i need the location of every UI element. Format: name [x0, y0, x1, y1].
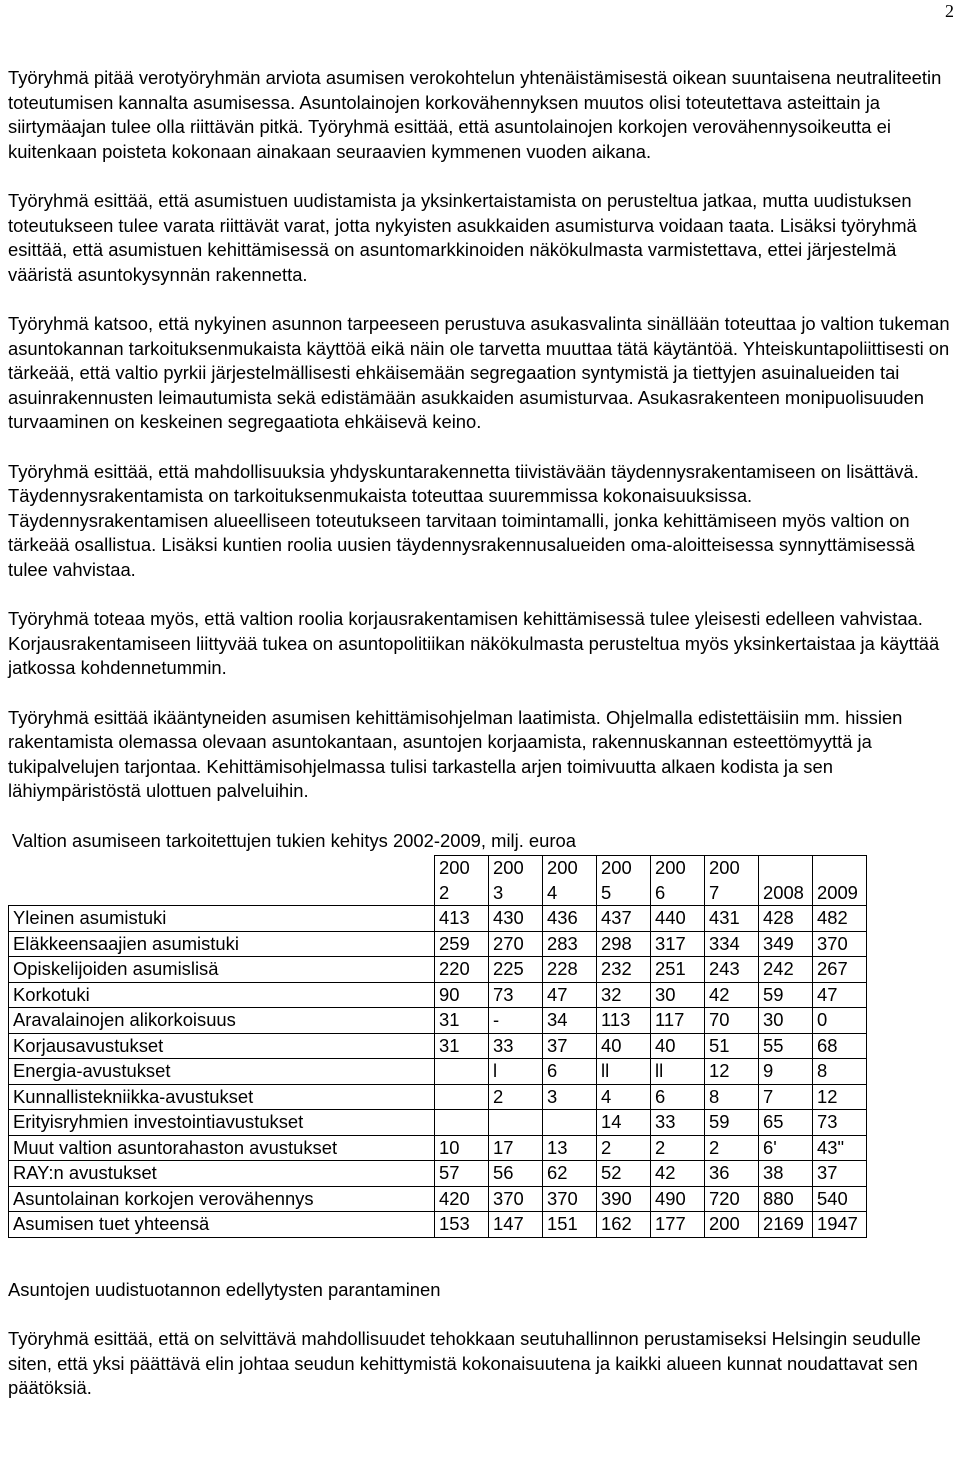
- table-row: [9, 1084, 867, 1110]
- table-cell: 436: [543, 906, 597, 932]
- year-header-part: 2009: [817, 881, 858, 903]
- table-cell: 6': [759, 1135, 813, 1161]
- table-cell: 14: [597, 1110, 651, 1136]
- table-cell: 10: [435, 1135, 489, 1161]
- table-cell: 57: [435, 1161, 489, 1187]
- table-cell: 430: [489, 906, 543, 932]
- table-header-corner: [9, 856, 435, 906]
- table-cell: 7: [759, 1084, 813, 1110]
- table-cell: 30: [759, 1008, 813, 1034]
- table-cell: [489, 1110, 543, 1136]
- year-header-part: 3: [493, 881, 504, 903]
- table-cell: 3: [543, 1084, 597, 1110]
- row-label: RAY:n avustukset: [9, 1161, 435, 1187]
- table-cell: 2: [651, 1135, 705, 1161]
- table-cell: 34: [543, 1008, 597, 1034]
- paragraph-renovation: Työryhmä toteaa myös, että valtion roolia korjausrakentamisen kehittämisessä tulee yleisesti edelleen vahvistaa. Korjausrakentamiseen liittyvää tukea on asuntopolitiikan näkökulmasta perusteltua myös yksinkertaistaa ja käyttää jatkossa kohdennetummin.: [8, 608, 940, 678]
- table-year-header: [759, 856, 813, 906]
- table-cell: 47: [813, 982, 867, 1008]
- paragraph-resident-selection: Työryhmä katsoo, että nykyinen asunnon tarpeeseen perustuva asukasvalinta sinällään toteuttaa jo valtion tukeman asuntokannan tarkoituksenmukaista käyttöä eikä näin ole tarvetta muuttaa tätä käytäntöä. Yhteiskuntapoliittisesti on tärkeää, että valtio pyrkii järjestelmällisesti ehkäisemään segregaation syntymistä ja tiettyjen asuinalueiden tai asuinrakennusten leimautumista sekä edistämään asukkaiden asumisturvaa. Asukasrakenteen monipuolisuuden turvaaminen on keskeinen segregaatiota ehkäisevä keino.: [8, 313, 950, 432]
- table-cell: 56: [489, 1161, 543, 1187]
- table-row: [9, 1059, 867, 1085]
- table-cell: 270: [489, 931, 543, 957]
- year-header-part: 200: [439, 857, 470, 878]
- table-year-header: [543, 856, 597, 906]
- table-row: [9, 957, 867, 983]
- table-year-header: [489, 856, 543, 906]
- paragraph-infill-construction: Työryhmä esittää, että mahdollisuuksia yhdyskuntarakennetta tiivistävään täydennysrakentamiseen on lisättävä. Täydennysrakentamista on tarkoituksenmukaista toteuttaa suuremmissa kokonaisuuksissa. Täydennysrakentamisen alueelliseen toteutukseen tarvitaan toimintamalli, jonka kehittämiseen myös valtion on tärkeää osallistua. Lisäksi kuntien roolia uusien täydennysrakennusalueiden oma-aloitteisessa synnyttämisessä tulee vahvistaa.: [8, 460, 919, 580]
- table-cell: 73: [489, 982, 543, 1008]
- page-number: 2: [945, 1, 954, 21]
- table-cell: 31: [435, 1008, 489, 1034]
- table-cell: 8: [705, 1084, 759, 1110]
- year-header-part: [817, 856, 862, 881]
- table-cell: 33: [651, 1110, 705, 1136]
- table-row: [9, 1008, 867, 1034]
- table-cell: 12: [705, 1059, 759, 1085]
- table-cell: 2: [489, 1084, 543, 1110]
- table-cell: 32: [597, 982, 651, 1008]
- table-cell: 4: [597, 1084, 651, 1110]
- table-row: [9, 982, 867, 1008]
- table-cell: 65: [759, 1110, 813, 1136]
- year-header-part: 2008: [763, 881, 804, 903]
- year-header-part: 200: [601, 857, 632, 878]
- table-row: [9, 931, 867, 957]
- table-year-header: [651, 856, 705, 906]
- table-cell: 6: [651, 1084, 705, 1110]
- table-cell: [435, 1084, 489, 1110]
- year-header-part: 200: [547, 857, 578, 878]
- table-cell: [435, 1059, 489, 1085]
- table-cell: 349: [759, 931, 813, 957]
- table-cell: -: [489, 1008, 543, 1034]
- table-cell: 283: [543, 931, 597, 957]
- table-year-header: [597, 856, 651, 906]
- table-cell: 2169: [759, 1212, 813, 1238]
- table-cell: 482: [813, 906, 867, 932]
- table-cell: l: [489, 1059, 543, 1085]
- table-cell: 251: [651, 957, 705, 983]
- table-cell: 428: [759, 906, 813, 932]
- table-cell: 55: [759, 1033, 813, 1059]
- table-row: [9, 1186, 867, 1212]
- table-header-row: [9, 856, 867, 906]
- table-cell: 62: [543, 1161, 597, 1187]
- table-cell: 153: [435, 1212, 489, 1238]
- paragraph-tax: Työryhmä pitää verotyöryhmän arviota asumisen verokohtelun yhtenäistämisestä oikean suuntaisena neutraliteetin toteutumisen kannalta asumisessa. Asuntolainojen korkovähennyksen muutos olisi toteutettava asteittain ja siirtymäajan tulee olla riittävän pitkä. Työryhmä esittää, että asuntolainojen korkojen verovähennysoikeutta ei kuitenkaan poisteta kokonaan ainakaan seuraavien kymmenen vuoden aikana.: [8, 67, 942, 162]
- table-cell: 880: [759, 1186, 813, 1212]
- table-cell: 51: [705, 1033, 759, 1059]
- table-cell: 117: [651, 1008, 705, 1034]
- year-header-part: 200: [709, 857, 740, 878]
- year-header-part: 7: [709, 881, 720, 903]
- table-cell: 370: [543, 1186, 597, 1212]
- year-header-part: [763, 856, 808, 881]
- table-cell: 243: [705, 957, 759, 983]
- table-row: [9, 1033, 867, 1059]
- table-cell: 59: [759, 982, 813, 1008]
- table-cell: 413: [435, 906, 489, 932]
- table-year-header: [435, 856, 489, 906]
- row-label: Asuntolainan korkojen verovähennys: [9, 1186, 435, 1212]
- support-table-section: [8, 829, 950, 1238]
- table-cell: [543, 1110, 597, 1136]
- table-cell: 59: [705, 1110, 759, 1136]
- table-cell: 151: [543, 1212, 597, 1238]
- row-label: Eläkkeensaajien asumistuki: [9, 931, 435, 957]
- table-cell: 9: [759, 1059, 813, 1085]
- year-header-part: 200: [655, 857, 686, 878]
- table-cell: 90: [435, 982, 489, 1008]
- table-cell: 225: [489, 957, 543, 983]
- row-label: Energia-avustukset: [9, 1059, 435, 1085]
- table-cell: 37: [813, 1161, 867, 1187]
- table-cell: 40: [651, 1033, 705, 1059]
- table-cell: 267: [813, 957, 867, 983]
- table-cell: 147: [489, 1212, 543, 1238]
- table-cell: 42: [651, 1161, 705, 1187]
- table-cell: 228: [543, 957, 597, 983]
- table-cell: 2: [705, 1135, 759, 1161]
- table-cell: 242: [759, 957, 813, 983]
- row-label: Opiskelijoiden asumislisä: [9, 957, 435, 983]
- table-cell: [435, 1110, 489, 1136]
- table-cell: ll: [597, 1059, 651, 1085]
- table-row: [9, 1110, 867, 1136]
- table-cell: 30: [651, 982, 705, 1008]
- table-row: [9, 906, 867, 932]
- year-header-part: 4: [547, 881, 558, 903]
- table-cell: 31: [435, 1033, 489, 1059]
- table-cell: 47: [543, 982, 597, 1008]
- table-cell: 317: [651, 931, 705, 957]
- year-header-part: 2: [439, 881, 450, 903]
- table-cell: 334: [705, 931, 759, 957]
- table-cell: 12: [813, 1084, 867, 1110]
- table-cell: 162: [597, 1212, 651, 1238]
- row-label: Korkotuki: [9, 982, 435, 1008]
- table-cell: 8: [813, 1059, 867, 1085]
- table-cell: 13: [543, 1135, 597, 1161]
- table-cell: 37: [543, 1033, 597, 1059]
- table-cell: 42: [705, 982, 759, 1008]
- table-cell: 33: [489, 1033, 543, 1059]
- table-cell: 38: [759, 1161, 813, 1187]
- table-cell: 370: [813, 931, 867, 957]
- table-cell: 431: [705, 906, 759, 932]
- table-cell: 2: [597, 1135, 651, 1161]
- row-label: Asumisen tuet yhteensä: [9, 1212, 435, 1238]
- table-cell: 390: [597, 1186, 651, 1212]
- table-cell: 40: [597, 1033, 651, 1059]
- table-cell: 259: [435, 931, 489, 957]
- table-cell: 177: [651, 1212, 705, 1238]
- support-table: [8, 855, 867, 1238]
- paragraph-elderly-housing: Työryhmä esittää ikääntyneiden asumisen kehittämisohjelman laatimista. Ohjelmalla edistettäisiin mm. hissien rakentamista olemassa olevaan asuntokantaan, asuntojen korjaamista, rakennuskannan esteettömyyttä ja tukipalvelujen tarjontaa. Kehittämisohjelmassa tulisi tarkastella arjen toimivuutta alkaen kodista ja sen lähiympäristöstä ulottuen palveluihin.: [8, 706, 903, 801]
- table-cell: 720: [705, 1186, 759, 1212]
- table-cell: 70: [705, 1008, 759, 1034]
- year-header-part: 5: [601, 881, 612, 903]
- table-cell: 52: [597, 1161, 651, 1187]
- table-cell: 113: [597, 1008, 651, 1034]
- row-label: Erityisryhmien investointiavustukset: [9, 1110, 435, 1136]
- table-cell: 43": [813, 1135, 867, 1161]
- table-cell: 540: [813, 1186, 867, 1212]
- table-cell: 437: [597, 906, 651, 932]
- document-body: [8, 66, 950, 1426]
- table-cell: 490: [651, 1186, 705, 1212]
- row-label: Yleinen asumistuki: [9, 906, 435, 932]
- row-label: Korjausavustukset: [9, 1033, 435, 1059]
- table-row: [9, 1161, 867, 1187]
- paragraph-housing-allowance: Työryhmä esittää, että asumistuen uudistamista ja yksinkertaistamista on perusteltua jatkaa, mutta uudistuksen toteutukseen tulee varata riittävät varat, jotta nykyisten asukkaiden asumisturva voidaan taata. Lisäksi työryhmä esittää, että asumistuen kehittämisessä on asuntomarkkinoiden näkökulmasta varmistettava, ettei järjestelmä vääristä asuntokysynnän rakennetta.: [8, 190, 917, 285]
- section-heading: Asuntojen uudistuotannon edellytysten parantaminen: [8, 1278, 441, 1300]
- row-label: Muut valtion asuntorahaston avustukset: [9, 1135, 435, 1161]
- table-cell: 200: [705, 1212, 759, 1238]
- table-cell: 68: [813, 1033, 867, 1059]
- table-year-header: [705, 856, 759, 906]
- row-label: Kunnallistekniikka-avustukset: [9, 1084, 435, 1110]
- table-row: [9, 1135, 867, 1161]
- year-header-part: 200: [493, 857, 524, 878]
- table-cell: 298: [597, 931, 651, 957]
- table-row: [9, 1212, 867, 1238]
- table-cell: 17: [489, 1135, 543, 1161]
- table-cell: 220: [435, 957, 489, 983]
- table-cell: 73: [813, 1110, 867, 1136]
- row-label: Aravalainojen alikorkoisuus: [9, 1008, 435, 1034]
- table-cell: ll: [651, 1059, 705, 1085]
- paragraph-regional-governance: Työryhmä esittää, että on selvittävä mahdollisuudet tehokkaan seutuhallinnon perustamiseksi Helsingin seudulle siten, että yksi päättävä elin johtaa seudun kehittymistä kokonaisuutena ja kaikki alueen kunnat noudattavat sen päätöksiä.: [8, 1328, 921, 1398]
- table-cell: 1947: [813, 1212, 867, 1238]
- table-cell: 6: [543, 1059, 597, 1085]
- table-cell: 370: [489, 1186, 543, 1212]
- table-title: Valtion asumiseen tarkoitettujen tukien kehitys 2002-2009, milj. euroa: [12, 829, 576, 851]
- table-cell: 440: [651, 906, 705, 932]
- table-cell: 232: [597, 957, 651, 983]
- table-cell: 0: [813, 1008, 867, 1034]
- table-cell: 420: [435, 1186, 489, 1212]
- table-year-header: [813, 856, 867, 906]
- year-header-part: 6: [655, 881, 666, 903]
- table-cell: 36: [705, 1161, 759, 1187]
